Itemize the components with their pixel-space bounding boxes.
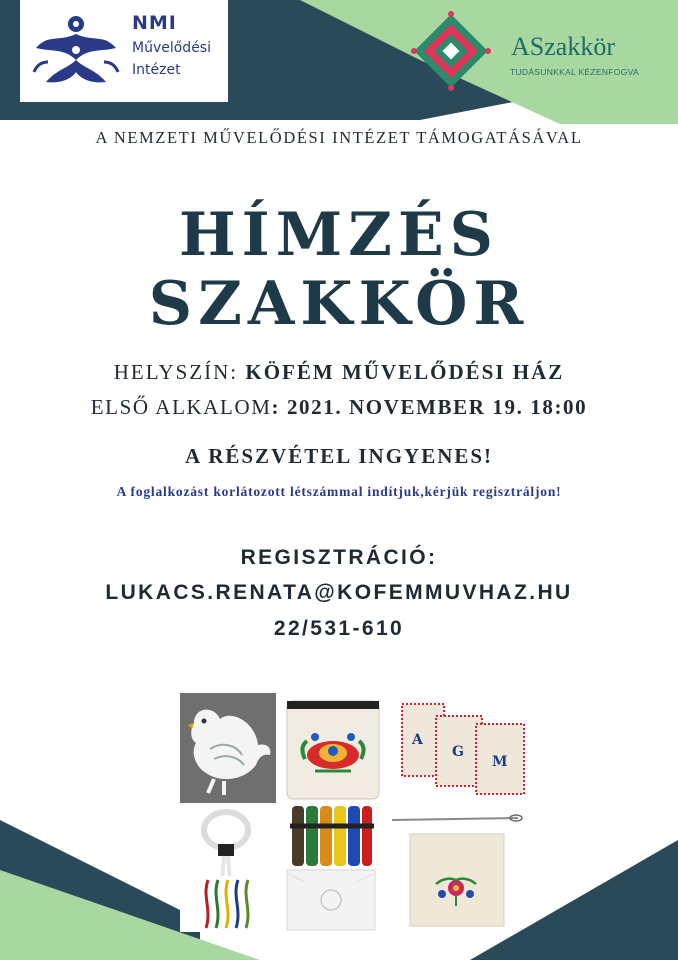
- napkin-letter-m: M: [492, 754, 508, 770]
- title-line-1: HÍMZÉS: [178, 200, 500, 270]
- nmi-logo-line2: Intézet: [132, 62, 181, 78]
- registration-label: REGISZTRÁCIÓ:: [240, 546, 438, 569]
- limited-capacity-note: A foglalkozást korlátozott létszámmal indítjuk,kérjük regisztráljon!: [116, 484, 562, 499]
- colored-threads-image: [290, 804, 374, 868]
- white-fabric-image: [285, 868, 377, 932]
- nmi-folk-motif-icon: [28, 12, 124, 92]
- bird-embroidery-image: [180, 693, 276, 803]
- napkin-letter-g: G: [452, 744, 464, 760]
- embroidered-pouch-image: [285, 697, 381, 801]
- title-line-2: SZAKKÖR: [148, 269, 530, 339]
- registration-phone[interactable]: 22/531-610: [273, 617, 405, 640]
- napkin-letter-a: A: [412, 732, 423, 748]
- thread-strands-image: [180, 876, 276, 932]
- nmi-logo-mark: NMI: [132, 12, 177, 34]
- registration-email[interactable]: LUKACS.RENATA@KOFEMMUVHAZ.HU: [105, 581, 573, 604]
- white-thread-skein-image: [196, 808, 256, 884]
- monogram-napkins-image: [398, 700, 528, 800]
- floral-napkin-image: [408, 832, 506, 928]
- nmi-logo-line1: Művelődési: [132, 40, 211, 56]
- embroidery-needle-image: [390, 812, 526, 826]
- nmi-logo: [20, 0, 228, 102]
- location-line: [0, 360, 678, 385]
- free-participation-text: A RÉSZVÉTEL INGYENES!: [184, 444, 494, 468]
- location-value: KÖFÉM MŰVELŐDÉSI HÁZ: [245, 360, 565, 384]
- date-line: [0, 395, 678, 420]
- szakkor-wordmark: ASzakkör: [511, 32, 615, 61]
- szakkor-tagline: TUDÁSUNKKAL KÉZENFOGVA: [510, 67, 639, 77]
- szakkor-ornament-icon: [410, 10, 492, 92]
- location-label: HELYSZÍN:: [113, 360, 239, 384]
- supported-by-text: A NEMZETI MŰVELŐDÉSI INTÉZET TÁMOGATÁSÁVAL: [95, 128, 583, 147]
- date-label: ELSŐ ALKALOM: [90, 395, 272, 419]
- date-value: : 2021. NOVEMBER 19. 18:00: [271, 395, 588, 419]
